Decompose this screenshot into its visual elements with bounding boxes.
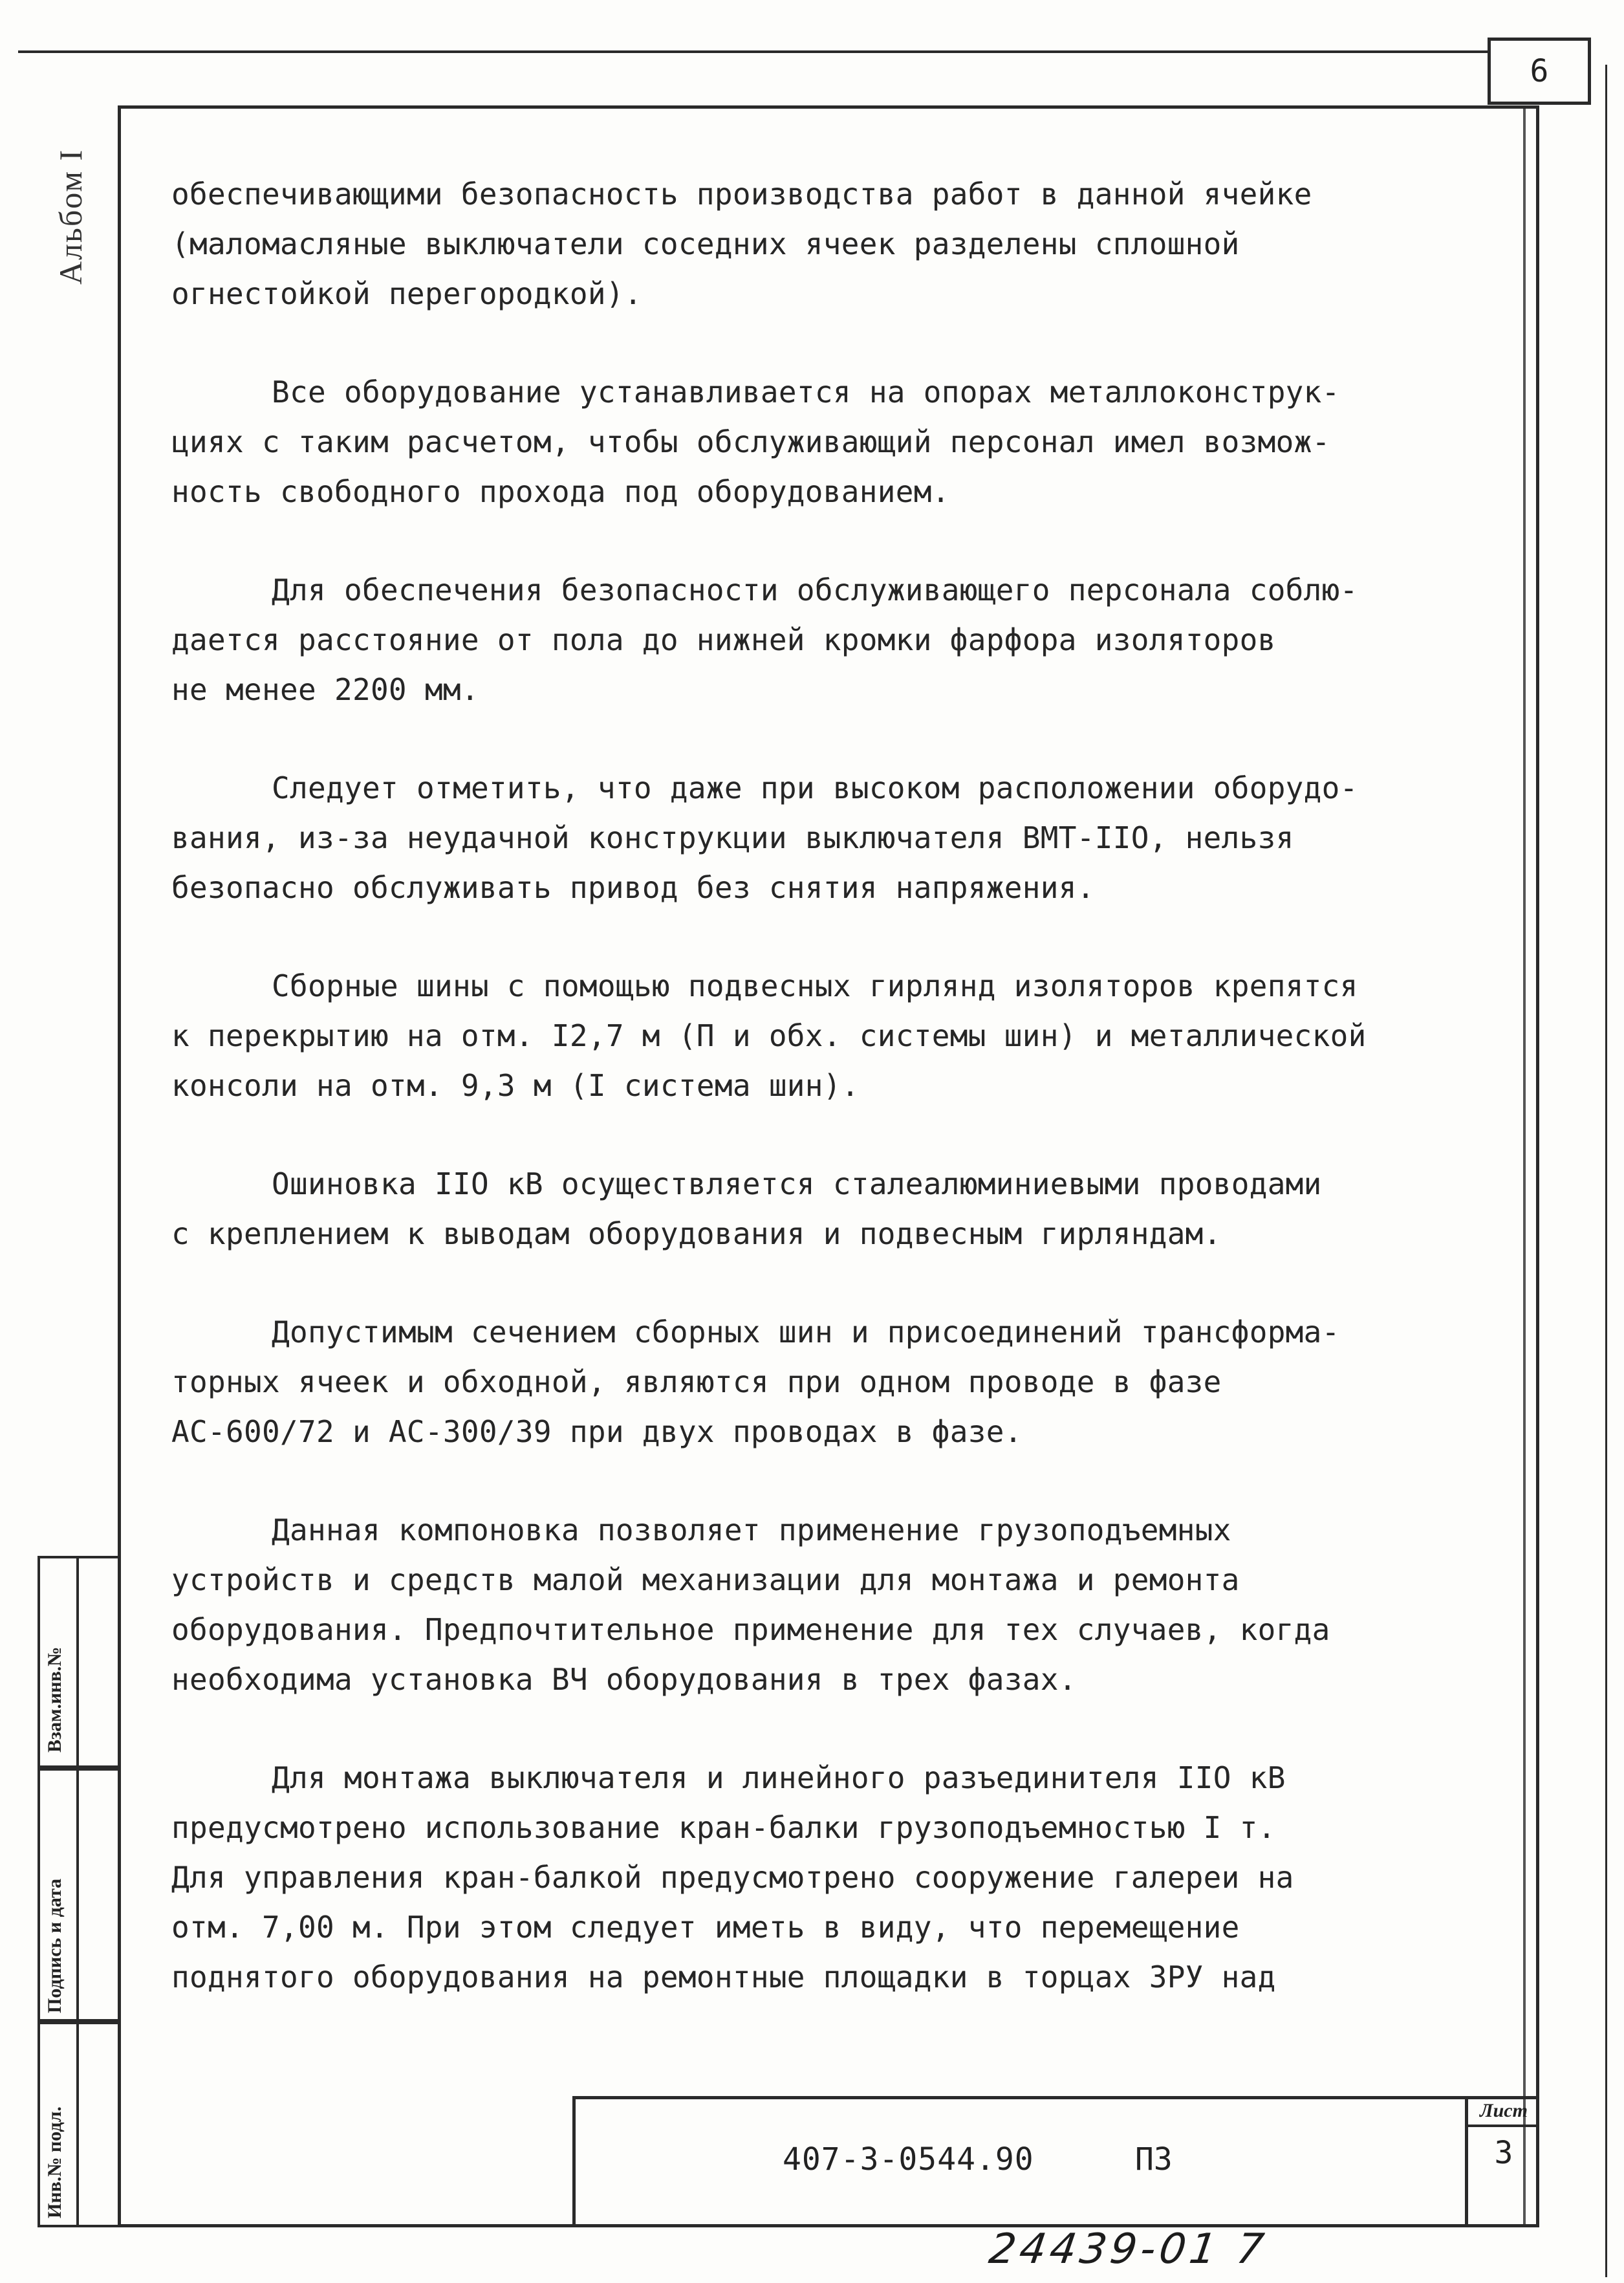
paragraph: Для монтажа выключателя и линейного разъединителя IIO кВ предусмотрено использование кран-балки грузоподъемностью I т. Для управления кран-балкой предусмотрено сооружение галереи на отм. 7,00 м. При этом следует иметь в виду, что перемещение поднятого оборудования на ремонтные площадки в торцах ЗРУ над: [171, 1760, 1294, 1994]
paragraph: Сборные шины с помощью подвесных гирлянд изоляторов крепятся к перекрытию на отм. I2,7 м (П и обх. системы шин) и металлической консоли на отм. 9,3 м (I система шин).: [171, 968, 1367, 1103]
sheet-number: 3: [1494, 2135, 1513, 2171]
top-rule: [18, 50, 1488, 53]
side-divider: [76, 2024, 79, 2225]
side-label-signature-date: Подпись и дата: [44, 1878, 65, 2013]
paragraph: Данная компоновка позволяет применение грузоподъемных устройств и средств малой механизации для монтажа и ремонта оборудования. Предпочтительное применение для тех случаев, когда необходима установка ВЧ оборудования в трех фазах.: [171, 1513, 1330, 1697]
paragraph: Ошиновка IIO кВ осуществляется сталеалюминиевыми проводами с креплением к выводам оборудования и подвесным гирляндам.: [171, 1166, 1322, 1251]
side-divider: [76, 1558, 79, 1768]
paragraph: Допустимым сечением сборных шин и присоединений трансформа- торных ячеек и обходной, являются при одном проводе в фазе АС-600/72 и АС-300/39 при двух проводах в фазе.: [171, 1315, 1340, 1449]
side-stamp-signature: [38, 1768, 118, 2022]
right-edge-rule: [1605, 65, 1607, 2277]
paragraph: Все оборудование устанавливается на опорах металлоконструк- циях с таким расчетом, чтобы обслуживающий персонал имел возмож- ность свободного прохода под оборудованием.: [171, 375, 1340, 509]
sheet-label: Лист: [1468, 2096, 1539, 2127]
paragraph: обеспечивающими безопасность производства работ в данной ячейке (маломасляные выключатели соседних ячеек разделены сплошной огнестойкой перегородкой).: [171, 177, 1312, 311]
side-label-exchange-inv: Взам.инв.№: [44, 1646, 65, 1753]
document-code: 407-3-0544.90: [783, 2141, 1034, 2178]
paragraph: Следует отметить, что даже при высоком расположении оборудо- вания, из-за неудачной конструкции выключателя ВМТ-IIO, нельзя безопасно обслуживать привод без снятия напряжения.: [171, 770, 1358, 905]
title-block: [572, 2096, 1539, 2227]
page-number: [1488, 38, 1591, 105]
document-type: ПЗ: [1135, 2141, 1173, 2178]
side-stamp-exchange: [38, 1556, 118, 1768]
side-stamp-inv-original: [38, 2022, 118, 2227]
sheet-cell: [1465, 2096, 1539, 2227]
frame-inner-right-rule: [1523, 109, 1526, 2224]
paragraph: Для обеспечения безопасности обслуживающего персонала соблю- дается расстояние от пола до нижней кромки фарфора изоляторов не менее 2200 мм.: [171, 573, 1358, 707]
side-divider: [76, 1771, 79, 2022]
side-label-inv-original: Инв.№ подл.: [44, 2106, 65, 2218]
page-number-text: 6: [1530, 53, 1549, 89]
album-label: Альбом I: [52, 148, 89, 285]
handwritten-note: 24439-01 7: [986, 2225, 1271, 2273]
document-body: [171, 169, 1517, 2051]
